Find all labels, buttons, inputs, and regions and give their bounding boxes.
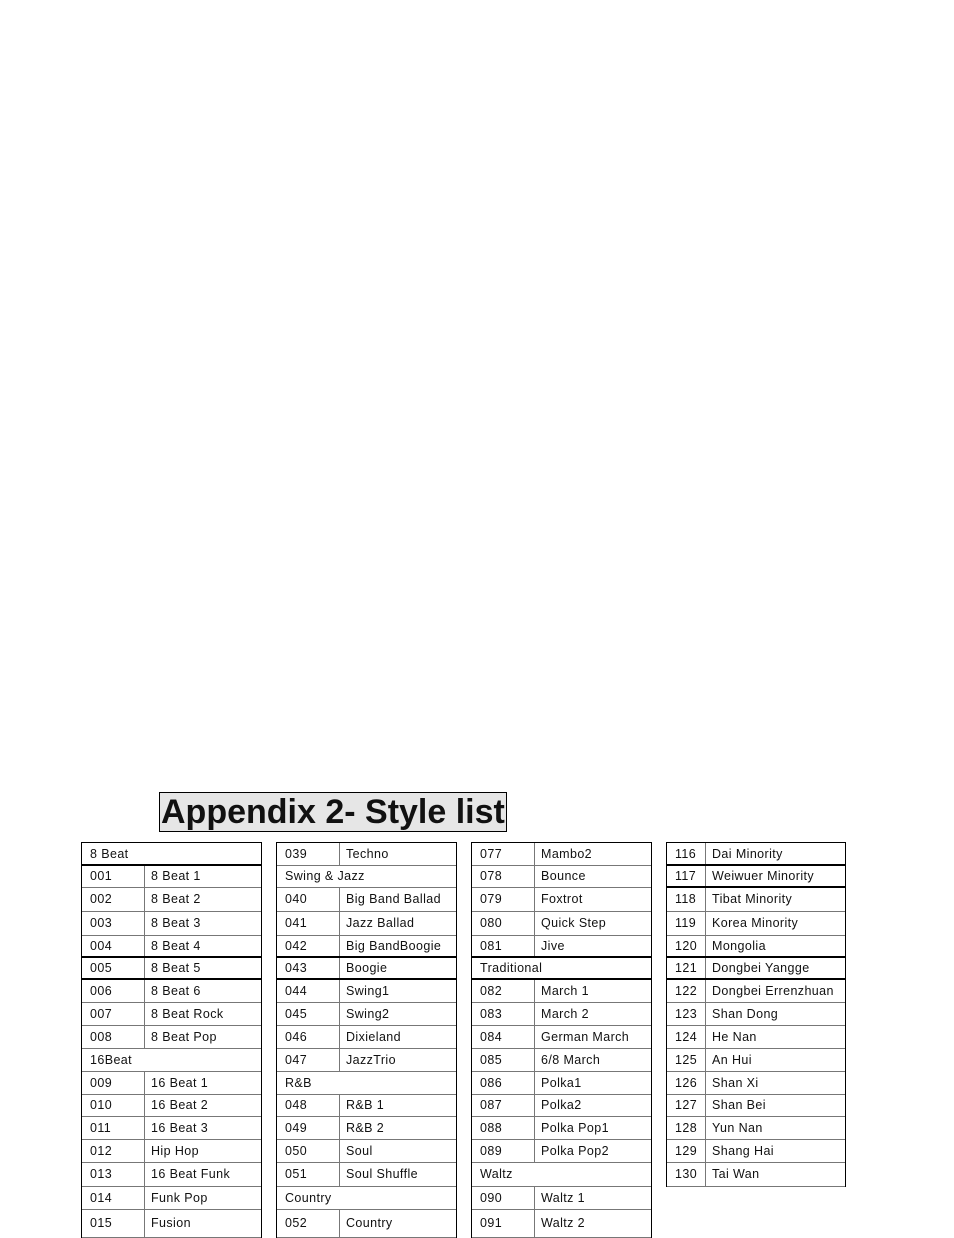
- style-row: [82, 1210, 261, 1238]
- style-name: R&B 2: [346, 1121, 385, 1135]
- style-number: 050: [277, 1140, 340, 1162]
- style-number: 077: [472, 843, 535, 865]
- style-name: Fusion: [151, 1216, 191, 1230]
- style-name: Polka Pop2: [541, 1144, 609, 1158]
- category-header-row: [277, 1072, 456, 1095]
- style-number: 002: [82, 888, 145, 911]
- style-row: [82, 1117, 261, 1140]
- category-label: Swing & Jazz: [285, 869, 365, 883]
- style-number: 128: [667, 1117, 706, 1139]
- style-number: 120: [667, 936, 706, 956]
- category-label: 16Beat: [90, 1053, 133, 1067]
- style-number: 046: [277, 1026, 340, 1048]
- category-header-row: [82, 1049, 261, 1072]
- style-number: 126: [667, 1072, 706, 1094]
- style-row: [82, 1072, 261, 1095]
- style-name: 8 Beat 5: [151, 961, 201, 975]
- style-name: An Hui: [712, 1053, 752, 1067]
- style-name: March 2: [541, 1007, 589, 1021]
- style-name: Polka1: [541, 1076, 582, 1090]
- style-row: [472, 1095, 651, 1117]
- style-row: [82, 1187, 261, 1210]
- style-number: 040: [277, 888, 340, 911]
- style-name: Tai Wan: [712, 1167, 760, 1181]
- style-row: [472, 888, 651, 912]
- style-number: 129: [667, 1140, 706, 1162]
- style-row: [277, 958, 456, 980]
- style-row: [667, 936, 845, 958]
- style-name: Country: [346, 1216, 393, 1230]
- style-row: [472, 843, 651, 866]
- style-name: Big BandBoogie: [346, 939, 442, 953]
- style-number: 118: [667, 888, 706, 911]
- style-name: Soul: [346, 1144, 373, 1158]
- style-name: Polka Pop1: [541, 1121, 609, 1135]
- style-number: 081: [472, 936, 535, 956]
- style-name: Soul Shuffle: [346, 1167, 418, 1181]
- style-number: 089: [472, 1140, 535, 1162]
- style-number: 001: [82, 866, 145, 887]
- style-name: German March: [541, 1030, 630, 1044]
- style-row: [667, 1117, 845, 1140]
- style-row: [472, 1187, 651, 1210]
- style-number: 004: [82, 936, 145, 956]
- style-number: 125: [667, 1049, 706, 1071]
- style-number: 117: [667, 866, 706, 886]
- style-row: [82, 1163, 261, 1187]
- style-name: R&B 1: [346, 1098, 385, 1112]
- style-name: Swing1: [346, 984, 390, 998]
- style-name: Dongbei Yangge: [712, 961, 810, 975]
- style-number: 012: [82, 1140, 145, 1162]
- style-number: 015: [82, 1210, 145, 1237]
- style-name: Swing2: [346, 1007, 390, 1021]
- style-name: Bounce: [541, 869, 586, 883]
- style-row: [82, 958, 261, 980]
- style-row: [667, 866, 845, 888]
- style-name: JazzTrio: [346, 1053, 396, 1067]
- style-number: 088: [472, 1117, 535, 1139]
- style-number: 116: [667, 843, 706, 864]
- style-column-3: [471, 842, 652, 1238]
- style-name: 16 Beat Funk: [151, 1167, 231, 1181]
- style-number: 045: [277, 1003, 340, 1025]
- style-number: 079: [472, 888, 535, 911]
- style-number: 009: [82, 1072, 145, 1094]
- style-row: [667, 980, 845, 1003]
- style-number: 119: [667, 912, 706, 935]
- style-name: Tibat Minority: [712, 892, 793, 906]
- style-number: 011: [82, 1117, 145, 1139]
- style-name: 16 Beat 1: [151, 1076, 209, 1090]
- style-column-2: [276, 842, 457, 1238]
- category-header-row: [82, 843, 261, 866]
- category-label: R&B: [285, 1076, 312, 1090]
- style-row: [82, 866, 261, 888]
- style-name: Shang Hai: [712, 1144, 774, 1158]
- style-row: [667, 1072, 845, 1095]
- style-name: 8 Beat 2: [151, 892, 201, 906]
- style-row: [667, 958, 845, 980]
- style-name: He Nan: [712, 1030, 757, 1044]
- style-row: [277, 1210, 456, 1238]
- style-row: [277, 888, 456, 912]
- style-number: 124: [667, 1026, 706, 1048]
- style-row: [667, 843, 845, 866]
- style-number: 049: [277, 1117, 340, 1139]
- style-name: 8 Beat 6: [151, 984, 201, 998]
- style-row: [472, 866, 651, 888]
- style-row: [472, 1140, 651, 1163]
- style-name: 6/8 March: [541, 1053, 601, 1067]
- style-row: [667, 1163, 845, 1187]
- category-label: Traditional: [480, 961, 543, 975]
- style-name: Dixieland: [346, 1030, 402, 1044]
- style-name: Quick Step: [541, 916, 607, 930]
- style-row: [277, 912, 456, 936]
- style-number: 014: [82, 1187, 145, 1209]
- style-row: [82, 888, 261, 912]
- style-row: [472, 1117, 651, 1140]
- style-number: 091: [472, 1210, 535, 1237]
- style-column-4: [666, 842, 846, 1187]
- style-name: 8 Beat Pop: [151, 1030, 217, 1044]
- style-row: [667, 1095, 845, 1117]
- style-row: [82, 936, 261, 958]
- style-name: 8 Beat 3: [151, 916, 201, 930]
- style-row: [277, 1049, 456, 1072]
- style-number: 044: [277, 980, 340, 1002]
- style-row: [82, 1003, 261, 1026]
- style-number: 078: [472, 866, 535, 887]
- style-row: [472, 1003, 651, 1026]
- style-number: 082: [472, 980, 535, 1002]
- style-number: 086: [472, 1072, 535, 1094]
- style-name: 16 Beat 2: [151, 1098, 209, 1112]
- style-row: [472, 912, 651, 936]
- style-name: Hip Hop: [151, 1144, 199, 1158]
- style-number: 122: [667, 980, 706, 1002]
- style-name: 8 Beat Rock: [151, 1007, 224, 1021]
- style-name: Jive: [541, 939, 565, 953]
- style-row: [472, 1049, 651, 1072]
- style-number: 041: [277, 912, 340, 935]
- category-label: 8 Beat: [90, 847, 129, 861]
- category-header-row: [472, 1163, 651, 1187]
- style-row: [82, 1095, 261, 1117]
- style-number: 087: [472, 1095, 535, 1116]
- style-row: [667, 1140, 845, 1163]
- style-number: 003: [82, 912, 145, 935]
- style-row: [667, 888, 845, 912]
- style-name: Yun Nan: [712, 1121, 763, 1135]
- style-row: [472, 1072, 651, 1095]
- style-name: Waltz 1: [541, 1191, 586, 1205]
- style-row: [277, 843, 456, 866]
- style-number: 123: [667, 1003, 706, 1025]
- style-name: Korea Minority: [712, 916, 799, 930]
- style-number: 052: [277, 1210, 340, 1237]
- style-row: [472, 1210, 651, 1238]
- style-row: [277, 1003, 456, 1026]
- style-number: 085: [472, 1049, 535, 1071]
- style-name: Polka2: [541, 1098, 582, 1112]
- style-row: [277, 1163, 456, 1187]
- style-row: [472, 936, 651, 958]
- style-name: 16 Beat 3: [151, 1121, 209, 1135]
- style-name: March 1: [541, 984, 589, 998]
- style-number: 013: [82, 1163, 145, 1186]
- style-number: 008: [82, 1026, 145, 1048]
- style-name: Techno: [346, 847, 389, 861]
- style-number: 043: [277, 958, 340, 978]
- style-number: 006: [82, 980, 145, 1002]
- style-name: Waltz 2: [541, 1216, 586, 1230]
- style-number: 051: [277, 1163, 340, 1186]
- style-number: 005: [82, 958, 145, 978]
- style-row: [472, 1026, 651, 1049]
- style-row: [82, 1140, 261, 1163]
- style-name: Shan Dong: [712, 1007, 779, 1021]
- style-name: Shan Bei: [712, 1098, 766, 1112]
- style-row: [277, 980, 456, 1003]
- style-number: 042: [277, 936, 340, 956]
- style-number: 127: [667, 1095, 706, 1116]
- style-name: Foxtrot: [541, 892, 583, 906]
- style-number: 083: [472, 1003, 535, 1025]
- style-name: Dai Minority: [712, 847, 783, 861]
- style-number: 039: [277, 843, 340, 865]
- style-number: 130: [667, 1163, 706, 1186]
- style-row: [472, 980, 651, 1003]
- style-row: [277, 1140, 456, 1163]
- page-title: Appendix 2- Style list: [161, 793, 505, 831]
- category-header-row: [472, 958, 651, 980]
- category-header-row: [277, 866, 456, 888]
- style-column-1: [81, 842, 262, 1238]
- category-label: Country: [285, 1191, 332, 1205]
- style-name: Shan Xi: [712, 1076, 759, 1090]
- category-label: Waltz: [480, 1167, 513, 1181]
- style-name: Jazz Ballad: [346, 916, 415, 930]
- style-name: Big Band Ballad: [346, 892, 441, 906]
- style-row: [667, 1003, 845, 1026]
- style-row: [667, 1026, 845, 1049]
- style-name: Mambo2: [541, 847, 593, 861]
- style-number: 084: [472, 1026, 535, 1048]
- style-row: [82, 912, 261, 936]
- style-number: 007: [82, 1003, 145, 1025]
- style-number: 047: [277, 1049, 340, 1071]
- style-name: Weiwuer Minority: [712, 869, 815, 883]
- style-row: [277, 936, 456, 958]
- style-name: Mongolia: [712, 939, 766, 953]
- style-name: Dongbei Errenzhuan: [712, 984, 834, 998]
- style-number: 010: [82, 1095, 145, 1116]
- style-row: [277, 1026, 456, 1049]
- category-header-row: [277, 1187, 456, 1210]
- style-row: [667, 912, 845, 936]
- style-row: [277, 1117, 456, 1140]
- style-row: [82, 980, 261, 1003]
- style-row: [667, 1049, 845, 1072]
- style-number: 121: [667, 958, 706, 978]
- style-number: 080: [472, 912, 535, 935]
- style-name: 8 Beat 1: [151, 869, 201, 883]
- style-number: 048: [277, 1095, 340, 1116]
- style-row: [82, 1026, 261, 1049]
- style-number: 090: [472, 1187, 535, 1209]
- style-row: [277, 1095, 456, 1117]
- style-name: 8 Beat 4: [151, 939, 201, 953]
- style-name: Boogie: [346, 961, 388, 975]
- style-name: Funk Pop: [151, 1191, 208, 1205]
